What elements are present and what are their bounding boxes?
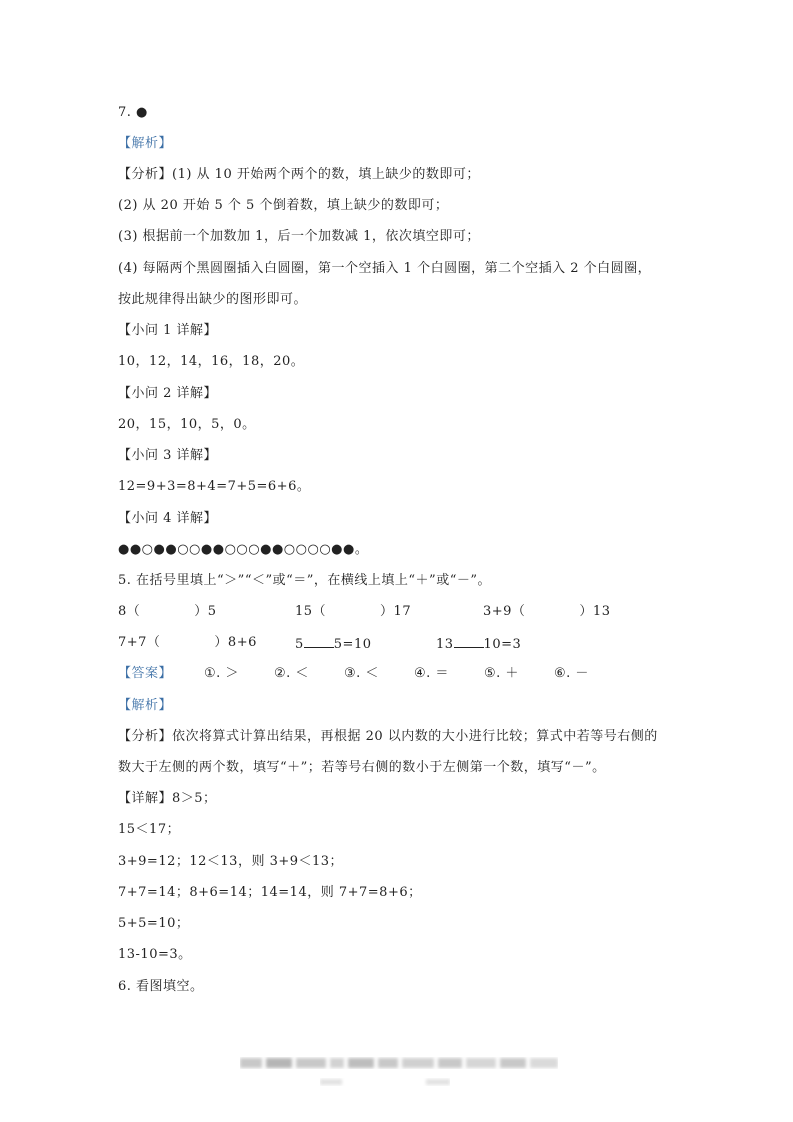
q5-item-1: 8（ ）5	[118, 604, 217, 619]
analysis-line-2: (2) 从 20 开始 5 个 5 个倒着数，填上缺少的数即可；	[118, 198, 449, 213]
q5-item-2: 15（ ）17	[295, 604, 412, 619]
subq4-heading: 【小问 4 详解】	[118, 511, 218, 526]
answer-1: ①. ＞	[204, 666, 239, 681]
q5-row2	[118, 633, 678, 653]
q5-item-3: 3+9（ ）13	[483, 604, 611, 619]
q5-item-4: 7+7（ ）8+6	[118, 635, 257, 650]
answer-row	[118, 664, 678, 684]
blank-line	[454, 633, 484, 648]
analysis-heading: 【解析】	[118, 136, 173, 151]
analysis2-line-2: 数大于左侧的两个数，填写“＋”；若等号右侧的数小于左侧第一个数，填写“－”。	[118, 760, 606, 775]
q5-prompt: 5. 在括号里填上“＞”“＜”或“＝”，在横线上填上“＋”或“－”。	[118, 573, 491, 588]
analysis-heading-2: 【解析】	[118, 698, 173, 713]
subq2-heading: 【小问 2 详解】	[118, 386, 218, 401]
answer-6: ⑥. －	[554, 666, 589, 681]
subq3-heading: 【小问 3 详解】	[118, 448, 218, 463]
analysis-line-5: 按此规律得出缺少的图形即可。	[118, 292, 308, 307]
detail-line-2: 15＜17；	[118, 822, 181, 837]
answer-3: ③. ＜	[344, 666, 379, 681]
q5-row1	[118, 602, 678, 622]
q7-header: 7. ●	[118, 105, 148, 120]
footer-watermark-sub	[320, 1078, 450, 1086]
q5-item-5: 5 5=10	[295, 633, 372, 655]
detail-line-5: 5+5=10；	[118, 916, 190, 931]
detail-line-1: 【详解】8＞5；	[118, 791, 217, 806]
detail-line-3: 3+9=12；12＜13，则 3+9＜13；	[118, 854, 344, 869]
subq2-answer: 20，15，10，5，0。	[118, 417, 256, 432]
analysis-line-3: (3) 根据前一个加数加 1，后一个加数减 1，依次填空即可；	[118, 229, 480, 244]
detail-line-6: 13-10=3。	[118, 947, 192, 962]
answer-4: ④. ＝	[414, 666, 449, 681]
q5-item-6: 13 10=3	[436, 633, 521, 655]
analysis-line-4: (4) 每隔两个黑圆圈插入白圆圈，第一个空插入 1 个白圆圈，第二个空插入 2 个白圆圈，	[118, 261, 652, 276]
analysis-line-1: 【分析】(1) 从 10 开始两个两个的数，填上缺少的数即可；	[118, 167, 480, 182]
subq1-answer: 10，12，14，16，18，20。	[118, 354, 305, 369]
answer-5: ⑤. ＋	[484, 666, 519, 681]
subq3-answer: 12=9+3=8+4=7+5=6+6。	[118, 479, 311, 494]
analysis2-line-1: 【分析】依次将算式计算出结果，再根据 20 以内数的大小进行比较；算式中若等号右侧的	[118, 729, 658, 744]
blank-line	[304, 633, 334, 648]
q6-prompt: 6. 看图填空。	[118, 979, 204, 994]
footer-watermark	[240, 1056, 558, 1070]
detail-line-4: 7+7=14；8+6=14；14=14，则 7+7=8+6；	[118, 885, 422, 900]
answer-label: 【答案】	[118, 666, 173, 681]
answer-2: ②. ＜	[274, 666, 309, 681]
subq4-answer: ●●○●●○○●●○○○●●○○○○●●。	[118, 542, 369, 557]
subq1-heading: 【小问 1 详解】	[118, 323, 218, 338]
